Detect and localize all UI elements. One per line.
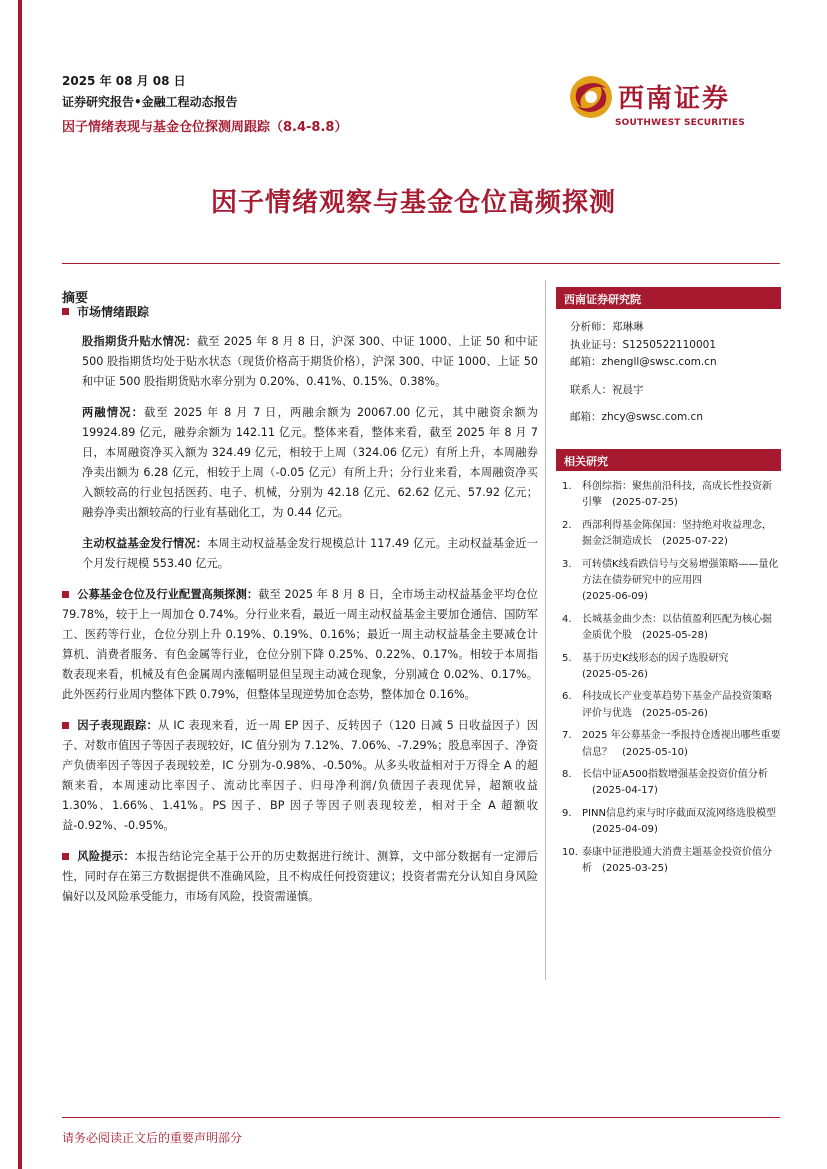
abstract-label: 摘要 xyxy=(62,291,89,306)
fund-issuance-paragraph: 主动权益基金发行情况：本周主动权益基金发行规模总计 117.49 亿元。主动权益基金近一个月发行规模 553.40 亿元。 xyxy=(82,537,538,570)
footer-disclaimer: 请务必阅读正文后的重要声明部分 xyxy=(62,1131,243,1145)
report-type: 证券研究报告•金融工程动态报告 xyxy=(62,95,238,109)
risk-warning-paragraph: 风险提示：本报告结论完全基于公开的历史数据进行统计、测算，文中部分数据有一定滞后性，同时存在第三方数据提供不准确风险，且不构成任何投资建议；投资者需充分认知自身风险偏好以及风险承受能力，市场有风险，投资需谨慎。 xyxy=(62,850,538,903)
analyst-name: 分析师：郑琳琳 xyxy=(570,321,644,333)
company-logo xyxy=(568,72,778,134)
header-divider xyxy=(62,263,780,264)
list-item[interactable]: 5. 基于历史K线形态的因子选股研究 (2025-05-26) xyxy=(562,652,729,681)
list-item[interactable]: 9. PINN信息约束与时序截面双流网络选股模型(2025-04-09) xyxy=(562,807,776,836)
list-item[interactable]: 6. 科技成长产业变革趋势下基金产品投资策略评价与优选 (2025-05-26) xyxy=(562,691,772,719)
factor-performance-paragraph: 因子表现跟踪：从 IC 表现来看，近一周 EP 因子、反转因子（120 日减 5 日收益因子）因子、对数市值因子等因子表现较好，IC 值分别为 7.12%、7.06%、-7.29%；股息率因子、净资产负债率因子等因子表现较差，IC 分别为-0.98%、-0.50%。从多头收益相对于万得全 A 的超额来看，本周速动比率因子、流动比率因子、归母净利润/负债因子表现优异，超额收益 1.30%、1.66%、1.41%。PS 因子、BP 因子等因子则表现较差，相对于全 A 超额收益-0.92%、-0.95%。 xyxy=(62,719,538,832)
list-item[interactable]: 1. 科创综指：聚焦前沿科技，高成长性投资新引擎 (2025-07-25) xyxy=(562,480,772,509)
margin-trading-paragraph: 两融情况：截至 2025 年 8 月 7 日，两融余额为 20067.00 亿元，其中融资余额为 19924.89 亿元，融券余额为 142.11 亿元。整体来看，整体来看，截至 2025 年 8 月 7 日，本周融资净买入额为 324.49 亿元，相较于上周（324.06 亿元）有所上升，本周融券净卖出额为 6.28 亿元，相较于上周（-0.05 亿元）有所上升；分行业来看，本周融资净买入额较高的行业包括医药、电子、机械，分别为 42.18 亿元、62.62 亿元、57.92 亿元；融券净卖出额较高的行业有基础化工，为 0.44 亿元。 xyxy=(82,406,538,519)
contact-name: 联系人：祝晨宇 xyxy=(570,383,644,396)
list-item[interactable]: 10. 泰康中证港股通大消费主题基金投资价值分析 (2025-03-25) xyxy=(562,846,772,875)
market-section-heading: 市场情绪跟踪 xyxy=(62,303,538,320)
left-accent-bar xyxy=(18,0,22,1169)
square-bullet-icon xyxy=(62,853,69,860)
square-bullet-icon xyxy=(62,722,69,729)
related-research-heading: 相关研究 xyxy=(556,449,781,471)
report-date: 2025 年 08 月 08 日 xyxy=(62,74,186,88)
institute-heading: 西南证券研究院 xyxy=(556,287,781,309)
contact-email: 邮箱：zhcy@swsc.com.cn xyxy=(570,411,703,424)
sidebar xyxy=(556,287,781,884)
square-bullet-icon xyxy=(62,308,69,315)
analyst-info xyxy=(556,309,781,427)
analyst-email: 邮箱：zhengll@swsc.com.cn xyxy=(570,356,717,369)
list-item[interactable]: 2. 西部利得基金陈保国：坚持绝对收益理念，掘金泛制造成长 (2025-07-22) xyxy=(562,519,772,548)
fund-position-paragraph: 公募基金仓位及行业配置高频探测：截至 2025 年 8 月 8 日，全市场主动权益基金平均仓位 79.78%，较于上一周加仓 0.74%。分行业来看，最近一周主动权益基金主要加仓通信、国防军工、医药等行业，仓位分别上升 0.19%、0.19%、0.16%；最近一周主动权益基金主要减仓计算机、消费者服务、有色金属等行业，仓位分别下降 0.25%、0.22%、0.17%。相较于本周指数表现来看，机械及有色金属周内涨幅明显但呈现主动减仓现象，分别减仓 0.02%、0.17%。此外医药行业周内整体下跌 0.79%，但整体呈现逆势加仓态势，整体加仓 0.16%。 xyxy=(62,588,538,701)
logo-chinese-name: 西南证券 xyxy=(618,84,731,114)
list-item[interactable]: 3. 可转债K线看跌信号与交易增强策略——量化方法在债券研究中的应用四 (2025-06-09) xyxy=(562,558,779,603)
square-bullet-icon xyxy=(62,591,69,598)
related-research-list xyxy=(556,471,781,878)
abstract-body xyxy=(62,303,538,918)
footer-divider xyxy=(62,1117,780,1118)
list-item[interactable]: 7. 2025 年公募基金一季报持仓透视出哪些重要信息？ (2025-05-10) xyxy=(562,730,781,758)
logo-english-name: SOUTHWEST SECURITIES xyxy=(615,118,745,128)
analyst-license: 执业证号：S1250522110001 xyxy=(570,338,717,351)
page-title: 因子情绪观察与基金仓位高频探测 xyxy=(210,188,616,218)
report-series: 因子情绪表现与基金仓位探测周跟踪（8.4-8.8） xyxy=(62,120,348,135)
futures-basis-paragraph: 股指期货升贴水情况：截至 2025 年 8 月 8 日，沪深 300、中证 1000、上证 50 和中证 500 股指期货均处于贴水状态（现货价格高于期货价格），沪深 300、中证 1000、上证 50 和中证 500 股指期货贴水率分别为 0.20%、0.41%、0.15%、0.38%。 xyxy=(82,335,538,388)
column-divider xyxy=(545,280,546,980)
list-item[interactable]: 4. 长城基金曲少杰：以估值盈利匹配为核心掘金质优个股 (2025-05-28) xyxy=(562,613,772,642)
list-item[interactable]: 8. 长信中证A500指数增强基金投资价值分析(2025-04-17) xyxy=(562,769,768,797)
logo-emblem-icon xyxy=(568,74,614,120)
